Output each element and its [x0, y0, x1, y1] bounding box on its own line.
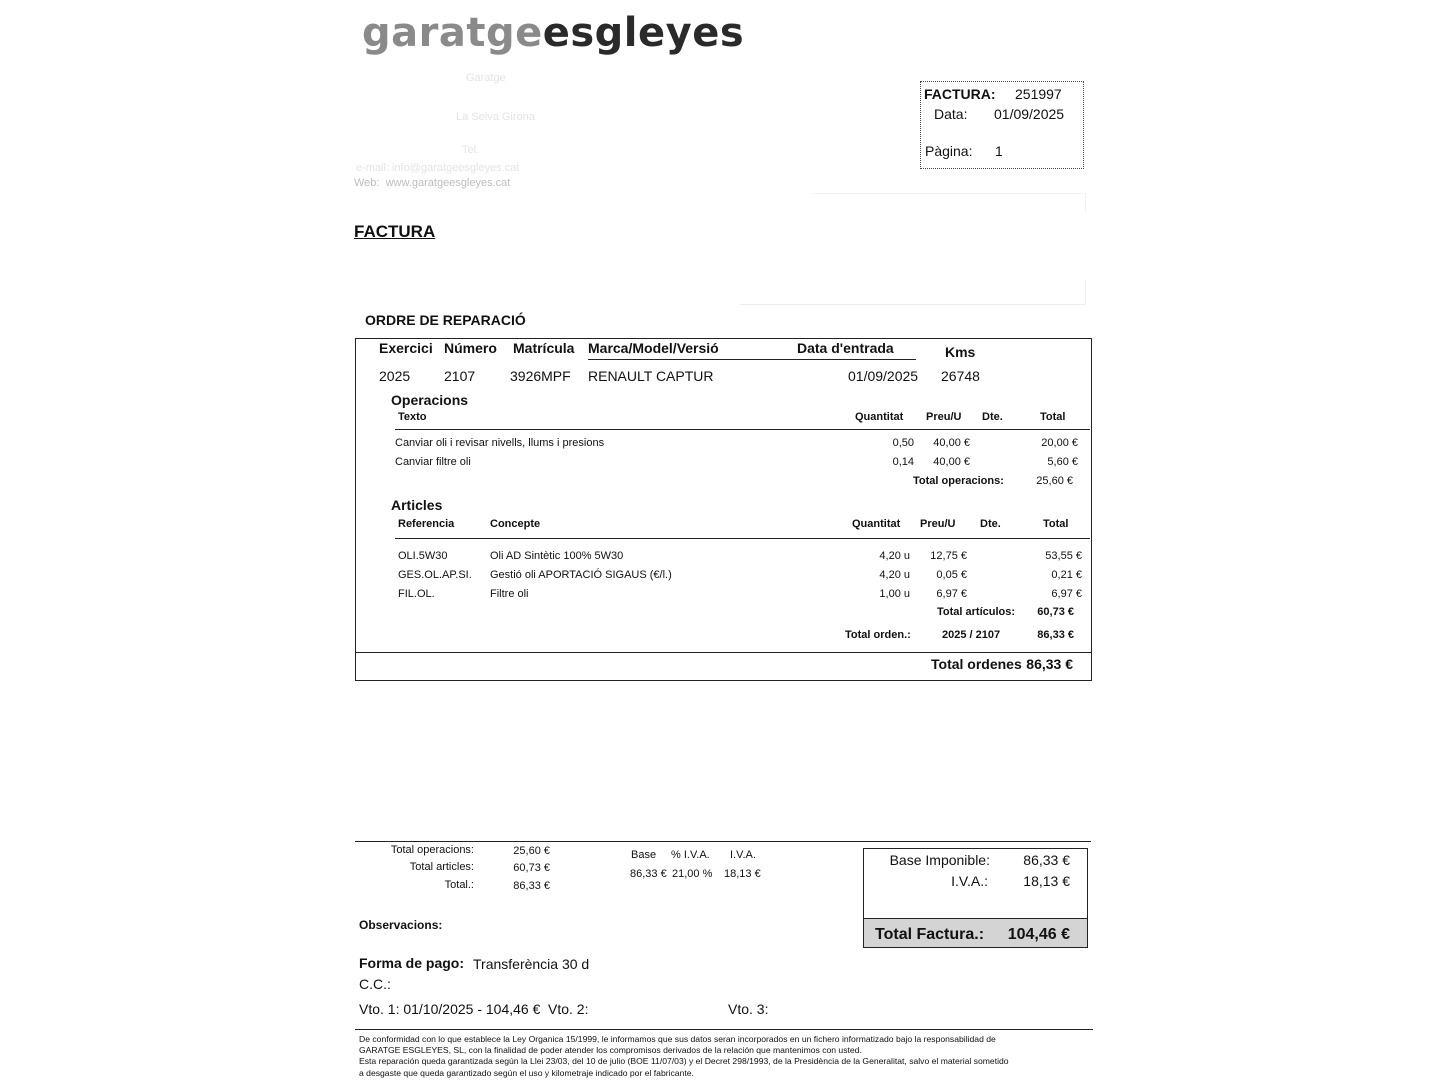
invoice-number-label: FACTURA: [924, 86, 996, 102]
art-total: 0,21 € [1051, 569, 1082, 581]
due-date-1: Vto. 1: 01/10/2025 - 104,46 € [359, 1001, 541, 1017]
summary-total-label: Total.: [444, 879, 474, 891]
payment-method-label: Forma de pago: [359, 955, 465, 971]
legal-line-1: De conformidad con lo que establece la Ley Organica 15/1999, le informamos que sus datos seran incorporados en un fichero informatizado bajo la responsabilidad de [359, 1034, 996, 1044]
summary-total-value: 86,33 € [513, 880, 550, 892]
value-matricula: 3926MPF [510, 368, 571, 384]
value-vehicle: RENAULT CAPTUR [588, 368, 714, 384]
logo-part-1: garatge [362, 10, 543, 56]
op-qty: 0,14 [892, 456, 914, 468]
company-email-faded: e-mail: info@garatgeesgleyes.cat [356, 162, 520, 174]
invoice-date: 01/09/2025 [994, 106, 1065, 122]
ops-col-texto: Texto [398, 411, 427, 423]
company-name-faded: Garatge [466, 72, 506, 84]
ops-col-preu: Preu/U [926, 411, 962, 423]
art-price: 0,05 € [936, 569, 967, 581]
op-price: 40,00 € [933, 437, 970, 449]
value-kms: 26748 [941, 368, 980, 384]
ops-col-dte: Dte. [982, 411, 1003, 423]
art-col-dte: Dte. [980, 518, 1001, 530]
col-kms: Kms [945, 344, 976, 360]
art-concept: Gestió oli APORTACIÓ SIGAUS (€/l.) [490, 569, 672, 581]
ops-col-quantitat: Quantitat [855, 411, 904, 423]
total-ordenes-value: 86,33 € [1026, 656, 1073, 672]
col-data-entrada: Data d'entrada [797, 340, 894, 356]
iva-label: I.V.A.: [951, 873, 988, 889]
total-ordenes-label: Total ordenes [931, 656, 1022, 672]
col-exercici: Exercici [379, 340, 433, 356]
client-box-faint [812, 193, 1086, 212]
art-concept: Filtre oli [490, 588, 529, 600]
op-total: 20,00 € [1041, 437, 1078, 449]
op-qty: 0,50 [892, 437, 914, 449]
op-text: Canviar filtre oli [395, 456, 471, 468]
summary-art-value: 60,73 € [513, 862, 550, 874]
order-total-ref: 2025 / 2107 [942, 629, 1001, 641]
order-total-divider [355, 652, 1091, 653]
art-ref: FIL.OL. [398, 588, 435, 600]
vat-iva-value: 18,13 € [724, 868, 761, 880]
company-phone-faded: Tel. [462, 144, 480, 156]
footer-divider [355, 841, 1091, 842]
op-price: 40,00 € [933, 456, 970, 468]
value-data-entrada: 01/09/2025 [848, 368, 919, 384]
legal-notice [359, 1034, 1009, 1079]
observations-label: Observacions: [359, 918, 443, 932]
invoice-date-label: Data: [934, 106, 968, 122]
art-col-quantitat: Quantitat [852, 518, 901, 530]
due-date-2: Vto. 2: [548, 1001, 589, 1017]
articles-title: Articles [391, 497, 443, 513]
summary-ops-label: Total operacions: [390, 844, 474, 856]
web-value: www.garatgeesgleyes.cat [385, 177, 511, 189]
art-total-label: Total artículos: [937, 606, 1016, 618]
art-ref: GES.OL.AP.SI. [398, 569, 472, 581]
invoice-number: 251997 [1015, 86, 1062, 102]
company-logo [362, 10, 744, 56]
total-factura-label: Total Factura.: [875, 926, 985, 943]
order-total-value: 86,33 € [1037, 629, 1074, 641]
art-concept: Oli AD Sintètic 100% 5W30 [490, 550, 624, 562]
art-ref: OLI.5W30 [398, 550, 448, 562]
summary-ops-value: 25,60 € [513, 845, 550, 857]
page-label: Pàgina: [925, 143, 973, 159]
art-qty: 4,20 u [879, 550, 910, 562]
op-total: 5,60 € [1047, 456, 1078, 468]
legal-line-2: GARATGE ESGLEYES, SL, con la finalidad de poder atender los compromisos derivados de la relación que mantenimos con usted. [359, 1045, 862, 1056]
legal-line-3: Esta reparación queda garantizada según la Llei 23/03, del 10 de julio (BOE 11/07/03) y el Decret 298/1993, de la Presidència de la Generalitat, salvo el material sometido [359, 1056, 1009, 1067]
legal-divider [355, 1029, 1093, 1030]
legal-line-4: a desgaste que queda garantizado según el uso y kilometraje indicado por el fabricante. [359, 1067, 694, 1078]
art-col-preu: Preu/U [920, 518, 956, 530]
vat-base-header: Base [631, 849, 657, 861]
art-col-concepte: Concepte [490, 518, 541, 530]
due-date-3: Vto. 3: [728, 1001, 769, 1017]
company-web [354, 177, 510, 189]
art-qty: 4,20 u [879, 569, 910, 581]
value-exercici: 2025 [379, 368, 411, 384]
art-header-line [395, 538, 1090, 539]
total-factura-value: 104,46 € [1007, 926, 1070, 943]
vat-iva-header: I.V.A. [730, 849, 756, 861]
art-col-total: Total [1043, 518, 1069, 530]
header-underline [588, 359, 916, 360]
col-matricula: Matrícula [513, 340, 575, 356]
art-qty: 1,00 u [879, 588, 910, 600]
bank-account-label: C.C.: [359, 976, 391, 992]
value-numero: 2107 [444, 368, 476, 384]
col-marca-model: Marca/Model/Versió [588, 340, 719, 356]
vat-pct-header: % I.V.A. [671, 849, 710, 861]
vat-pct-value: 21,00 % [672, 868, 713, 880]
summary-art-label: Total articles: [409, 861, 474, 873]
payment-method-value: Transferència 30 d [473, 956, 590, 972]
company-city-faded: La Selva Girona [456, 111, 535, 123]
operations-title: Operacions [391, 392, 469, 408]
logo-part-2: esgleyes [542, 10, 745, 56]
base-imponible-label: Base Imponible: [889, 852, 990, 868]
order-total-label: Total orden.: [845, 629, 911, 641]
vat-base-value: 86,33 € [630, 868, 667, 880]
art-col-ref: Referencia [398, 518, 455, 530]
ops-header-line [395, 429, 1090, 430]
art-total: 6,97 € [1051, 588, 1082, 600]
art-price: 12,75 € [930, 550, 967, 562]
iva-value: 18,13 € [1023, 873, 1070, 889]
col-numero: Número [444, 340, 497, 356]
base-imponible-value: 86,33 € [1023, 852, 1070, 868]
section-title: ORDRE DE REPARACIÓ [365, 312, 526, 328]
art-price: 6,97 € [936, 588, 967, 600]
ops-total-value: 25,60 € [1036, 475, 1073, 487]
client-box-faint-bottom [740, 280, 1086, 305]
art-total-value: 60,73 € [1037, 606, 1074, 618]
ops-total-label: Total operacions: [913, 475, 1004, 487]
page-number: 1 [995, 143, 1003, 159]
art-total: 53,55 € [1045, 550, 1082, 562]
document-title: FACTURA [354, 222, 436, 241]
op-text: Canviar oli i revisar nivells, llums i presions [395, 437, 605, 449]
web-label: Web: [354, 177, 380, 189]
ops-col-total: Total [1040, 411, 1066, 423]
